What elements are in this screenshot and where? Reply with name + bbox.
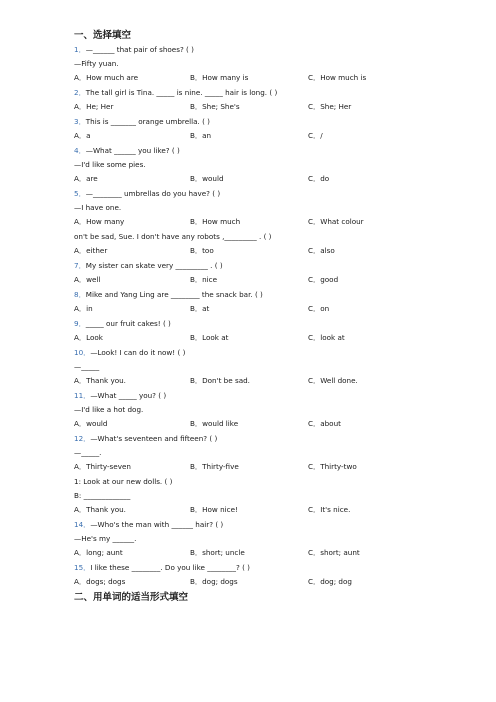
option-c: C．She; Her — [308, 102, 352, 111]
question-number: 5． — [74, 189, 86, 198]
question-text: —What's seventeen and fifteen? ( ) — [90, 434, 218, 443]
question-14-response: —He's my ______. — [74, 534, 137, 543]
option-a: A．Thirty-seven — [74, 462, 131, 471]
option-c: C．about — [308, 419, 341, 428]
question-7-options — [74, 275, 374, 285]
question-6 — [74, 232, 271, 242]
option-c: C．on — [308, 304, 330, 313]
question-12-response: —_____. — [74, 448, 102, 457]
option-a: A．well — [74, 275, 101, 284]
question-13 — [74, 477, 172, 487]
option-a: A．would — [74, 419, 108, 428]
question-text: My sister can skate very _________ . ( ) — [85, 261, 223, 270]
section-title-choice: 一、选择填空 — [74, 30, 132, 41]
option-b: B．How much — [190, 217, 241, 226]
option-b: B．at — [190, 304, 210, 313]
option-c: C．/ — [308, 131, 323, 140]
option-a: A．How much are — [74, 73, 139, 82]
option-c: C．Well done. — [308, 376, 358, 385]
question-number: 11． — [74, 391, 91, 400]
question-6-options — [74, 246, 374, 256]
question-number: 1． — [74, 45, 86, 54]
option-c: C．do — [308, 174, 330, 183]
option-a: A．long; aunt — [74, 548, 123, 557]
question-15-options — [74, 577, 374, 587]
question-7 — [74, 261, 223, 271]
question-10 — [74, 348, 185, 358]
question-3-options — [74, 131, 374, 141]
option-c: C．dog; dog — [308, 577, 352, 586]
question-10-options — [74, 376, 374, 386]
question-1-response: —Fifty yuan. — [74, 59, 119, 68]
option-a: A．He; Her — [74, 102, 114, 111]
question-13-options — [74, 505, 374, 515]
question-9-options — [74, 333, 374, 343]
question-5 — [74, 189, 220, 199]
question-12-options — [74, 462, 374, 472]
option-a: A．Look — [74, 333, 103, 342]
question-5-options — [74, 217, 374, 227]
question-4 — [74, 146, 180, 156]
option-a: A．either — [74, 246, 108, 255]
option-b: B．would like — [190, 419, 239, 428]
question-2 — [74, 88, 277, 98]
option-a: A．Thank you. — [74, 376, 126, 385]
question-13-response: B: _____________ — [74, 491, 131, 500]
option-c: C．short; aunt — [308, 548, 360, 557]
option-b: B．too — [190, 246, 214, 255]
option-a: A．How many — [74, 217, 125, 226]
question-14 — [74, 520, 223, 530]
option-b: B．short; uncle — [190, 548, 245, 557]
question-number: 9． — [74, 319, 86, 328]
option-c: C．It's nice. — [308, 505, 351, 514]
question-4-response: —I'd like some pies. — [74, 160, 146, 169]
option-a: A．in — [74, 304, 93, 313]
question-11-options — [74, 419, 374, 429]
question-2-options — [74, 102, 374, 112]
question-12 — [74, 434, 217, 444]
option-c: C．How much is — [308, 73, 367, 82]
option-b: B．How many is — [190, 73, 249, 82]
question-number: 8． — [74, 290, 86, 299]
option-b: B．How nice! — [190, 505, 238, 514]
option-c: C．good — [308, 275, 339, 284]
question-9 — [74, 319, 171, 329]
option-c: C．look at — [308, 333, 345, 342]
question-text: _____ our fruit cakes! ( ) — [85, 319, 171, 328]
option-b: B．She; She's — [190, 102, 240, 111]
option-c: C．What colour — [308, 217, 364, 226]
question-11-response: —I'd like a hot dog. — [74, 405, 144, 414]
question-text: —What ______ you like? ( ) — [85, 146, 180, 155]
question-number: 10． — [74, 348, 91, 357]
question-number: 7． — [74, 261, 86, 270]
option-a: A．Thank you. — [74, 505, 126, 514]
option-c: C．Thirty-two — [308, 462, 357, 471]
question-number: 3． — [74, 117, 86, 126]
option-b: B．Don't be sad. — [190, 376, 250, 385]
question-number: 12． — [74, 434, 91, 443]
question-5-response: —I have one. — [74, 203, 122, 212]
option-b: B．Thirty-five — [190, 462, 239, 471]
question-text: on't be sad, Sue. I don't have any robots ,_________ . ( ) — [74, 232, 272, 241]
question-number: 2． — [74, 88, 86, 97]
option-b: B．dog; dogs — [190, 577, 238, 586]
question-text: Mike and Yang Ling are ________ the snack bar. ( ) — [85, 290, 263, 299]
question-10-response: —_____ — [74, 362, 100, 371]
question-number: 15． — [74, 563, 91, 572]
option-b: B．Look at — [190, 333, 229, 342]
option-c: C．also — [308, 246, 335, 255]
option-a: A．a — [74, 131, 91, 140]
option-b: B．would — [190, 174, 224, 183]
section-title-word-forms: 二、用单词的适当形式填空 — [74, 592, 189, 603]
question-text: I like these ________. Do you like ________? ( ) — [90, 563, 250, 572]
question-text: This is _______ orange umbrella. ( ) — [85, 117, 210, 126]
question-8 — [74, 290, 263, 300]
question-number: 4． — [74, 146, 86, 155]
question-text: The tall girl is Tina. _____ is nine. _____ hair is long. ( ) — [85, 88, 278, 97]
question-text: —Who's the man with ______ hair? ( ) — [90, 520, 224, 529]
question-text: —What _____ you? ( ) — [90, 391, 167, 400]
question-text: —________ umbrellas do you have? ( ) — [85, 189, 221, 198]
question-text: —______ that pair of shoes? ( ) — [85, 45, 194, 54]
question-11 — [74, 391, 166, 401]
option-a: A．are — [74, 174, 98, 183]
question-8-options — [74, 304, 374, 314]
option-b: B．nice — [190, 275, 218, 284]
question-14-options — [74, 548, 374, 558]
question-3 — [74, 117, 210, 127]
question-1-options — [74, 73, 374, 83]
option-b: B．an — [190, 131, 212, 140]
question-15 — [74, 563, 250, 573]
option-a: A．dogs; dogs — [74, 577, 126, 586]
question-1 — [74, 45, 194, 55]
question-number: 14． — [74, 520, 91, 529]
question-text: 1: Look at our new dolls. ( ) — [74, 477, 173, 486]
question-text: —Look! I can do it now! ( ) — [90, 348, 186, 357]
question-4-options — [74, 174, 374, 184]
